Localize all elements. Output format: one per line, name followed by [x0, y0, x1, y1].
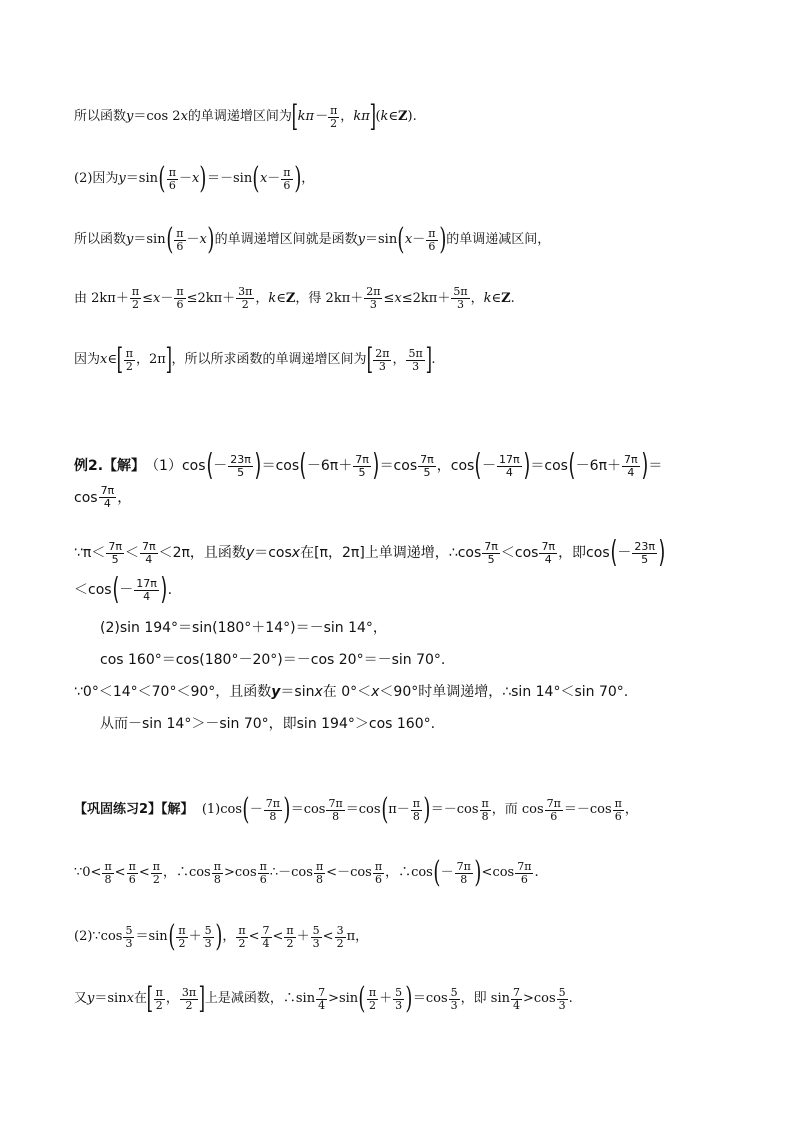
text: >sin — [328, 991, 359, 1006]
fraction: $\frac{\pi}{2}$ — [330, 103, 338, 130]
line-11 — [100, 650, 734, 670]
text: 的单调递增区间为 — [187, 109, 292, 124]
line-16: (2)∵cos $\frac{5}{3}$ ＝sin ( $\frac{\pi}{2}$ ＋ $\frac{5}{3}$ ) ， $\frac{\pi}{2}$ < $\frac{7}{4}$ < $\frac{\pi}{2}$ ＋ $\frac{5}{3}$ < $\frac{3}{2}$ π， — [74, 919, 369, 954]
line-12 — [74, 682, 734, 702]
text: π， — [346, 929, 369, 944]
text: ∈ — [491, 290, 502, 306]
fraction: $\frac{\pi}{2}$ — [125, 346, 133, 373]
fraction: $\frac{7\pi}{8}$ — [265, 796, 280, 823]
text: 从而－sin 14°＞－sin 70°，即sin 194°＞cos 160°. — [100, 716, 436, 732]
text: 的单调递减区间， — [446, 232, 551, 247]
text: ＝cos — [254, 545, 292, 561]
text: ＜2π，且函数 — [158, 545, 246, 561]
fraction: $\frac{\pi}{2}$ — [368, 985, 377, 1012]
fraction: $\frac{\pi}{2}$ — [286, 923, 294, 950]
text: 在[π，2π]上单调递增，∴cos — [300, 545, 482, 561]
line-2: (2)因为 y ＝sin ( $\frac{\pi}{6}$ － x ) ＝－sin ( x － $\frac{\pi}{6}$ ) ， — [74, 161, 315, 196]
section-heading: 【巩固练习2】【解】 — [74, 802, 194, 817]
text: ＝cos — [290, 802, 326, 817]
fraction: $\frac{2\pi}{3}$ — [375, 346, 390, 373]
text: < — [248, 929, 260, 944]
text: － — [160, 290, 174, 306]
fraction: $\frac{\pi}{2}$ — [131, 285, 140, 311]
text: <－cos — [326, 865, 372, 880]
text: y — [245, 545, 255, 561]
text: ∈ — [388, 109, 399, 124]
text: 的单调递增区间就是函数 — [214, 232, 358, 247]
text: Z — [398, 109, 408, 124]
fraction: $\frac{7\pi}{4}$ — [541, 539, 556, 566]
text: ＜cos — [74, 582, 112, 598]
text: x — [191, 171, 200, 186]
line-14: 【巩固练习2】【解】 (1)cos ( － $\frac{7\pi}{8}$ ) ＝cos $\frac{7\pi}{8}$ ＝cos ( π－ $\frac{\pi}{8}$ ) ＝－cos $\frac{\pi}{8}$ ，而 cos $\frac{7\pi}{6}$ ＝－cos $\frac{\pi}{6}$ ， — [74, 792, 638, 827]
fraction: $\frac{7\pi}{8}$ — [456, 859, 471, 886]
fraction: $\frac{7\pi}{5}$ — [108, 539, 122, 566]
fraction: $\frac{7\pi}{5}$ — [355, 452, 369, 479]
text: ， — [117, 489, 132, 506]
fraction: $\frac{7}{4}$ — [512, 985, 520, 1012]
text: >cos — [522, 991, 556, 1006]
fraction: $\frac{\pi}{2}$ — [178, 923, 186, 950]
text: ＋ — [296, 929, 310, 944]
text: ∵0°＜14°＜70°＜90°，且函数 — [74, 684, 272, 700]
text: ， — [340, 109, 354, 124]
fraction: $\frac{7\pi}{4}$ — [100, 484, 115, 510]
fraction: $\frac{23\pi}{5}$ — [634, 539, 655, 566]
text: y — [271, 684, 281, 700]
fraction: $\frac{17\pi}{4}$ — [499, 452, 520, 479]
fraction: $\frac{5}{3}$ — [450, 985, 458, 1012]
text: ＝cos — [345, 802, 381, 817]
text: x — [180, 109, 188, 124]
text: ， — [624, 802, 638, 817]
text: ，∴cos — [385, 865, 433, 880]
text: <cos — [481, 865, 515, 880]
text: ＝sin — [280, 684, 315, 700]
text: ，即 sin — [460, 991, 510, 1006]
fraction: $\frac{7}{4}$ — [262, 923, 270, 950]
text: ＜90°时单调递增，∴sin 14°＜sin 70°. — [379, 684, 629, 700]
text: （1）cos — [145, 458, 206, 474]
text: cos — [74, 489, 98, 506]
fraction: $\frac{3\pi}{2}$ — [238, 285, 253, 311]
text: x — [126, 991, 134, 1006]
text: ，即cos — [558, 545, 610, 561]
text: － — [186, 232, 200, 247]
text: >cos — [223, 865, 257, 880]
fraction: $\frac{\pi}{2}$ — [155, 985, 163, 1012]
text: ，∴cos — [162, 865, 211, 880]
text: < — [322, 929, 334, 944]
text: ， — [255, 290, 269, 306]
text: ， — [222, 929, 236, 944]
fraction: $\frac{\pi}{6}$ — [176, 285, 184, 311]
fraction: $\frac{5}{3}$ — [125, 923, 133, 950]
text: ＝sin — [135, 929, 168, 944]
fraction: $\frac{3\pi}{2}$ — [181, 985, 197, 1012]
fraction: $\frac{\pi}{2}$ — [152, 859, 160, 886]
text: ＝cos 2 — [133, 109, 181, 124]
text: . — [534, 865, 539, 880]
text: － — [178, 171, 192, 186]
text: < — [114, 865, 126, 880]
text: ＜ — [124, 545, 139, 561]
text: ＝ — [648, 458, 663, 474]
text: y — [87, 991, 95, 1006]
text: ∴－cos — [269, 865, 313, 880]
text: ≤ — [142, 290, 153, 306]
fraction: $\frac{\pi}{6}$ — [283, 165, 291, 192]
text: y — [357, 232, 365, 247]
text: ＝cos — [261, 458, 300, 474]
text: ，2π — [135, 352, 166, 367]
text: 由 2kπ＋ — [74, 290, 129, 306]
text: ＜cos — [500, 545, 539, 561]
text: ∵0< — [74, 865, 102, 880]
fraction: $\frac{\pi}{8}$ — [481, 796, 489, 823]
text: . — [167, 582, 173, 598]
text: 又 — [74, 991, 88, 1006]
text: (2)∵cos — [74, 929, 123, 944]
text: ＝cos — [530, 458, 568, 474]
text: y — [126, 232, 134, 247]
text: ＝sin — [364, 232, 398, 247]
text: Z — [285, 290, 296, 306]
fraction: $\frac{7\pi}{6}$ — [517, 859, 532, 886]
fraction: $\frac{5\pi}{3}$ — [408, 346, 423, 373]
fraction: $\frac{7\pi}{6}$ — [546, 796, 561, 823]
text: ∈ — [107, 352, 117, 367]
text: (2)因为 — [74, 171, 119, 186]
text: ∈ — [276, 290, 286, 306]
text: ＝－sin — [207, 171, 253, 186]
text: ≤2kπ＋ — [401, 290, 451, 306]
text: ∵π＜ — [74, 545, 106, 561]
text: x — [394, 290, 402, 306]
text: ＝sin — [125, 171, 158, 186]
fraction: $\frac{7\pi}{4}$ — [141, 539, 156, 566]
fraction: $\frac{5}{3}$ — [204, 923, 212, 950]
text: ＝cos — [379, 458, 418, 474]
fraction: $\frac{7\pi}{5}$ — [420, 452, 434, 479]
line-17: 又 y ＝sin x 在 [ $\frac{\pi}{2}$ ， $\frac{3\pi}{2}$ ] 上是减函数，∴sin $\frac{7}{4}$ >sin ( $\frac{\pi}{2}$ ＋ $\frac{5}{3}$ ) ＝cos $\frac{5}{3}$ ，即 sin $\frac{7}{4}$ >cos $\frac{5}{3}$ . — [74, 981, 573, 1016]
text: ＝sin — [94, 991, 127, 1006]
text: x — [371, 684, 380, 700]
text: y — [118, 171, 126, 186]
text: k — [483, 290, 492, 306]
line-9: ＜cos ( － $\frac{17\pi}{4}$ ) . — [74, 572, 173, 607]
text: ≤ — [383, 290, 395, 306]
text: x — [100, 352, 108, 367]
line-6: 例2.【解】 （1）cos ( － $\frac{23\pi}{5}$ ) ＝cos ( －6π＋ $\frac{7\pi}{5}$ ) ＝cos $\frac{7\pi}{5}$ ，cos ( － $\frac{17\pi}{4}$ ) ＝cos ( －6π＋ $\frac{7\pi}{4}$ ) ＝ — [74, 448, 663, 483]
text: cos 160°＝cos(180°－20°)＝－cos 20°＝－sin 70°. — [100, 652, 446, 668]
text: ， — [470, 290, 484, 306]
text: x — [291, 545, 301, 561]
fraction: $\frac{5}{3}$ — [312, 923, 320, 950]
text: . — [568, 991, 573, 1006]
section-heading: 例2.【解】 — [74, 458, 146, 474]
fraction: $\frac{3}{2}$ — [336, 923, 344, 950]
text: x — [199, 232, 207, 247]
line-15: ∵0< $\frac{\pi}{8}$ < $\frac{\pi}{6}$ < $\frac{\pi}{2}$ ，∴cos $\frac{\pi}{8}$ >cos $\frac{\pi}{6}$ ∴－cos $\frac{\pi}{8}$ <－cos $\frac{\pi}{6}$ ，∴cos ( － $\frac{7\pi}{8}$ ) <cos $\frac{7\pi}{6}$ . — [74, 855, 539, 890]
bracket: [ — [291, 99, 299, 134]
line-3: 所以函数 y ＝sin ( $\frac{\pi}{6}$ － x ) 的单调递增区间就是函数 y ＝sin ( x － $\frac{\pi}{6}$ ) 的单调递减区间， — [74, 222, 551, 257]
text: ， — [392, 352, 406, 367]
text: ＝cos — [412, 991, 448, 1006]
fraction: $\frac{\pi}{2}$ — [238, 923, 246, 950]
text: kπ — [353, 109, 370, 124]
text: x — [152, 290, 161, 306]
text: － — [412, 232, 426, 247]
text: kπ－ — [297, 109, 328, 124]
text: ，cos — [436, 458, 475, 474]
fraction: $\frac{\pi}{6}$ — [428, 226, 436, 253]
line-1 — [74, 99, 734, 134]
text: 因为 — [74, 352, 101, 367]
fraction: $\frac{23\pi}{5}$ — [230, 452, 251, 479]
text: < — [272, 929, 284, 944]
text: ＝－cos — [430, 802, 479, 817]
fraction: $\frac{\pi}{6}$ — [259, 859, 267, 886]
text: k — [380, 109, 389, 124]
fraction: $\frac{\pi}{8}$ — [412, 796, 420, 823]
text: 在 0°＜ — [322, 684, 372, 700]
text: 所以函数 — [74, 109, 127, 124]
text: ，得 2kπ＋ — [295, 290, 364, 306]
text: 上是减函数，∴sin — [204, 991, 316, 1006]
text: ≤2kπ＋ — [186, 290, 236, 306]
text: x — [314, 684, 323, 700]
text: ( — [375, 109, 381, 124]
fraction: $\frac{\pi}{8}$ — [213, 859, 221, 886]
text: 所以函数 — [74, 232, 127, 247]
text: < — [138, 865, 150, 880]
text: ＝sin — [133, 232, 166, 247]
fraction: $\frac{\pi}{6}$ — [168, 165, 176, 192]
text: ， — [301, 171, 315, 186]
fraction: $\frac{5}{3}$ — [395, 985, 403, 1012]
fraction: $\frac{2\pi}{3}$ — [366, 285, 381, 311]
line-5: 因为 x ∈ [ $\frac{\pi}{2}$ ，2π ] ，所以所求函数的单调递增区间为 [ $\frac{2\pi}{3}$ ， $\frac{5\pi}{3}$ ] . — [74, 342, 436, 377]
fraction: $\frac{7\pi}{8}$ — [328, 796, 343, 823]
text: (2)sin 194°＝sin(180°＋14°)＝－sin 14°， — [100, 620, 387, 636]
text: (1)cos — [201, 802, 243, 817]
text: ，而 cos — [491, 802, 544, 817]
line-8: ∵π＜ $\frac{7\pi}{5}$ ＜ $\frac{7\pi}{4}$ ＜2π，且函数 y ＝cos x 在[π，2π]上单调递增，∴cos $\frac{7\pi}{5}$ ＜cos $\frac{7\pi}{4}$ ，即cos ( － $\frac{23\pi}{5}$ ) — [74, 535, 666, 570]
text: 在 — [133, 991, 147, 1006]
fraction: $\frac{7}{4}$ — [318, 985, 326, 1012]
text: x — [404, 232, 413, 247]
line-13 — [100, 714, 734, 734]
fraction: $\frac{7\pi}{5}$ — [484, 539, 498, 566]
fraction: $\frac{17\pi}{4}$ — [136, 576, 157, 603]
fraction: $\frac{\pi}{6}$ — [176, 226, 184, 253]
text: y — [126, 109, 134, 124]
fraction: $\frac{5}{3}$ — [558, 985, 566, 1012]
bracket: ] — [369, 99, 376, 134]
fraction: $\frac{\pi}{6}$ — [614, 796, 622, 823]
text: . — [431, 352, 436, 367]
text: Z — [501, 290, 511, 306]
fraction: $\frac{\pi}{8}$ — [315, 859, 324, 886]
text: k — [268, 290, 277, 306]
line-4 — [74, 286, 734, 311]
fraction: $\frac{\pi}{6}$ — [374, 859, 383, 886]
line-10 — [100, 618, 734, 638]
text: x — [259, 171, 268, 186]
text: ＝－cos — [563, 802, 612, 817]
line-7 — [74, 485, 734, 510]
text: . — [510, 290, 515, 306]
text: ，所以所求函数的单调递增区间为 — [171, 352, 367, 367]
fraction: $\frac{\pi}{6}$ — [128, 859, 136, 886]
fraction: $\frac{\pi}{8}$ — [104, 859, 112, 886]
text: ). — [407, 109, 417, 124]
fraction: $\frac{7\pi}{4}$ — [624, 452, 638, 479]
text: － — [267, 171, 281, 186]
fraction: $\frac{5\pi}{3}$ — [453, 285, 468, 311]
